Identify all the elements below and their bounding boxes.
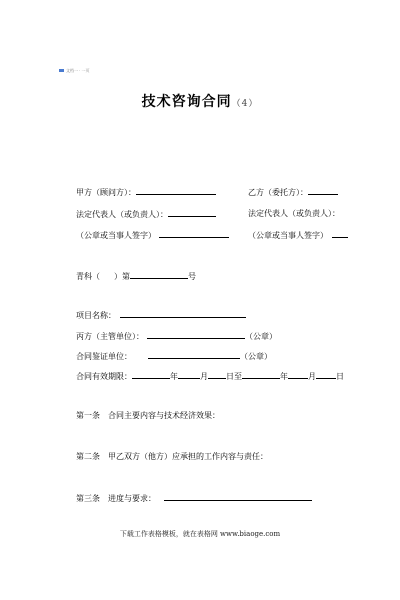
verify-line (148, 350, 240, 359)
period-day1-line (208, 370, 226, 379)
party-b-label: 乙方（委托方）： (248, 188, 308, 197)
seal-a-line (159, 229, 229, 238)
header-small-text: 文档一 · 一页 (66, 68, 90, 73)
article-1-num: 第一条 (76, 411, 100, 420)
article-2-text: 甲乙双方（他方）应承担的工作内容与责任： (108, 452, 268, 461)
period-day-to: 日至 (226, 372, 242, 381)
article-2 (76, 451, 268, 462)
title-main: 技术咨询合同 (141, 94, 232, 110)
seal-b-label: （公章或当事人签字） (248, 231, 328, 240)
period-month2-line (288, 370, 308, 379)
period-year1-line (132, 370, 170, 379)
verify-label: 合同鉴证单位： (76, 352, 132, 361)
party-c-row (76, 330, 277, 342)
period-month2: 月 (308, 372, 316, 381)
verify-seal: （公章） (240, 352, 272, 361)
article-3 (76, 492, 312, 504)
rep-a-row (76, 208, 216, 220)
article-2-num: 第二条 (76, 452, 100, 461)
period-month1-line (178, 370, 200, 379)
article-3-line (164, 492, 312, 501)
article-1 (76, 410, 220, 421)
verify-row (76, 350, 272, 362)
party-a-row (76, 186, 216, 198)
period-day2: 日 (336, 372, 344, 381)
period-year1: 年 (170, 372, 178, 381)
header-logo-mark (59, 69, 64, 72)
rep-a-label: 法定代表人（或负责人）： (76, 210, 168, 219)
party-c-seal: （公章） (245, 332, 277, 341)
contract-number-prefix: 青科（ (76, 272, 100, 281)
period-row (76, 370, 344, 382)
seal-b-line (332, 229, 348, 238)
title-number: （4） (231, 99, 259, 109)
party-a-line (136, 186, 216, 195)
party-c-label: 丙方（主管单位）： (76, 332, 144, 341)
seal-a-label: （公章或当事人签字） (76, 231, 156, 240)
party-b-row (248, 186, 338, 198)
period-day2-line (316, 370, 336, 379)
party-b-line (308, 186, 338, 195)
period-year2-line (242, 370, 280, 379)
party-a-label: 甲方（顾问方）： (76, 188, 136, 197)
article-3-num: 第三条 (76, 494, 100, 503)
document-title (0, 91, 400, 111)
contract-number-suffix: 号 (188, 272, 196, 281)
contract-number-row (76, 270, 196, 282)
rep-b-label: 法定代表人（或负责人）： (248, 209, 340, 218)
period-label: 合同有效期限： (76, 372, 132, 381)
contract-number-line (130, 270, 188, 279)
rep-b-row (248, 208, 340, 219)
article-1-text: 合同主要内容与技术经济效果： (108, 411, 220, 420)
contract-number-middle: ）第 (114, 272, 130, 281)
party-c-line (147, 330, 245, 339)
project-name-label: 项目名称： (76, 311, 116, 320)
rep-a-line (168, 208, 216, 217)
footer-text: 下载工作表格模板，就在表格网 www.biaoge.com (119, 530, 281, 538)
article-3-text: 进度与要求： (108, 494, 156, 503)
seal-b-row (248, 229, 348, 241)
period-month1: 月 (200, 372, 208, 381)
project-name-row (76, 309, 246, 321)
project-name-line (120, 309, 246, 318)
seal-a-row (76, 229, 229, 241)
period-year2: 年 (280, 372, 288, 381)
